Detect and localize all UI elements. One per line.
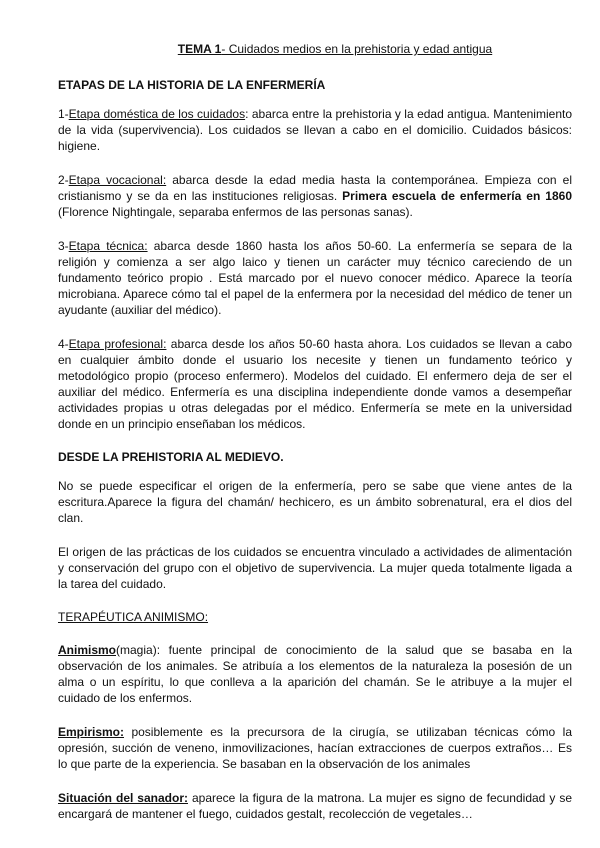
paragraph-text: (Florence Nightingale, separaba enfermos de las personas sanas). xyxy=(58,205,413,219)
term-etapa-tecnica: Etapa técnica: xyxy=(68,239,148,253)
item-number: 3- xyxy=(58,239,69,253)
section-heading-prehistoria: DESDE LA PREHISTORIA AL MEDIEVO. xyxy=(58,450,284,464)
paragraph-etapa-profesional xyxy=(58,336,572,432)
item-number: 2- xyxy=(58,173,69,187)
title-topic: TEMA 1 xyxy=(177,42,222,56)
paragraph-text: aparece la figura de la matrona. La mujer es signo de fecundidad y se encargará de mantener el fuego, cuidados gestalt, recolección de vegetales… xyxy=(58,791,572,821)
paragraph-text: : abarca entre la prehistoria y la edad antigua. Mantenimiento de la vida (supervivencia). Los cuidados se llevan a cabo en el domicilio. Cuidados básicos: higiene. xyxy=(58,107,572,153)
term-etapa-domestica: Etapa doméstica de los cuidados xyxy=(68,107,246,121)
item-number: 4- xyxy=(58,337,69,351)
term-sanador: Situación del sanador: xyxy=(58,791,188,805)
term-animismo: Animismo xyxy=(58,643,117,657)
paragraph-etapa-vocacional xyxy=(58,172,572,220)
paragraph-sanador xyxy=(58,790,572,822)
term-etapa-profesional: Etapa profesional: xyxy=(68,337,167,351)
paragraph-text: abarca desde la edad media hasta la contemporánea. Empieza con el cristianismo y se da en las instituciones religiosas. xyxy=(58,173,572,203)
paragraph-text: (magia): fuente principal de conocimiento de la salud que se basaba en la observación de los animales. Se atribuía a los elementos de la naturaleza la posesión de un alma o un espíritu, lo que conlleva a la aparición del chamán. Se le atribuye a la mujer el cuidado de los enfermos. xyxy=(58,643,572,705)
paragraph-text: abarca desde 1860 hasta los años 50-60. La enfermería se separa de la religión y comienza a ser algo laico y tienen un carácter muy técnico careciendo de un fundamento teórico propio . Está marcado por el nuevo conocer médico. Aparece la teoría microbiana. Aparece cómo tal el papel de la enfermera por la necesidad del médico de tener un ayudante (auxiliar del médico). xyxy=(58,239,572,317)
item-number: 1- xyxy=(58,107,69,121)
bold-highlight: Primera escuela de enfermería en 1860 xyxy=(342,189,572,203)
paragraph-etapa-domestica xyxy=(58,106,572,154)
term-empirismo: Empirismo: xyxy=(58,725,125,739)
paragraph-practicas: El origen de las prácticas de los cuidados se encuentra vinculado a actividades de alimentación y conservación del grupo con el objetivo de supervivencia. La mujer queda totalmente ligada a la tarea del cuidado. xyxy=(58,545,572,591)
section-heading-etapas: ETAPAS DE LA HISTORIA DE LA ENFERMERÍA xyxy=(58,78,326,92)
subheading-terapeutica: TERAPÉUTICA ANIMISMO: xyxy=(58,610,209,624)
paragraph-animismo xyxy=(58,642,572,706)
paragraph-origen: No se puede especificar el origen de la enfermería, pero se sabe que viene antes de la escritura.Aparece la figura del chamán/ hechicero, es un ámbito sobrenatural, era el dios del clan. xyxy=(58,479,572,525)
paragraph-etapa-tecnica xyxy=(58,238,572,318)
title-text: - Cuidados medios en la prehistoria y edad antigua xyxy=(221,42,493,56)
paragraph-text: posiblemente es la precursora de la cirugía, se utilizaban técnicas cómo la opresión, succión de veneno, inmovilizaciones, hacían extracciones de cuerpos extraños… Es lo que parte de la experiencia. Se basaban en la observación de los animales xyxy=(58,725,572,771)
term-etapa-vocacional: Etapa vocacional: xyxy=(68,173,167,187)
document-title xyxy=(58,42,572,56)
paragraph-empirismo xyxy=(58,724,572,772)
paragraph-text: abarca desde los años 50-60 hasta ahora. Los cuidados se llevan a cabo en cualquier ámbito donde el usuario los necesite y tienen un fundamento teórico y metodológico propio (proceso enfermero). Modelos del cuidado. El enfermero deja de ser el auxiliar del médico. Enfermería es una disciplina independiente donde vamos a desempeñar actividades propias u otras delegadas por el médico. Enfermería se mete en la universidad donde en un principio enseñaban los médicos. xyxy=(58,337,572,431)
